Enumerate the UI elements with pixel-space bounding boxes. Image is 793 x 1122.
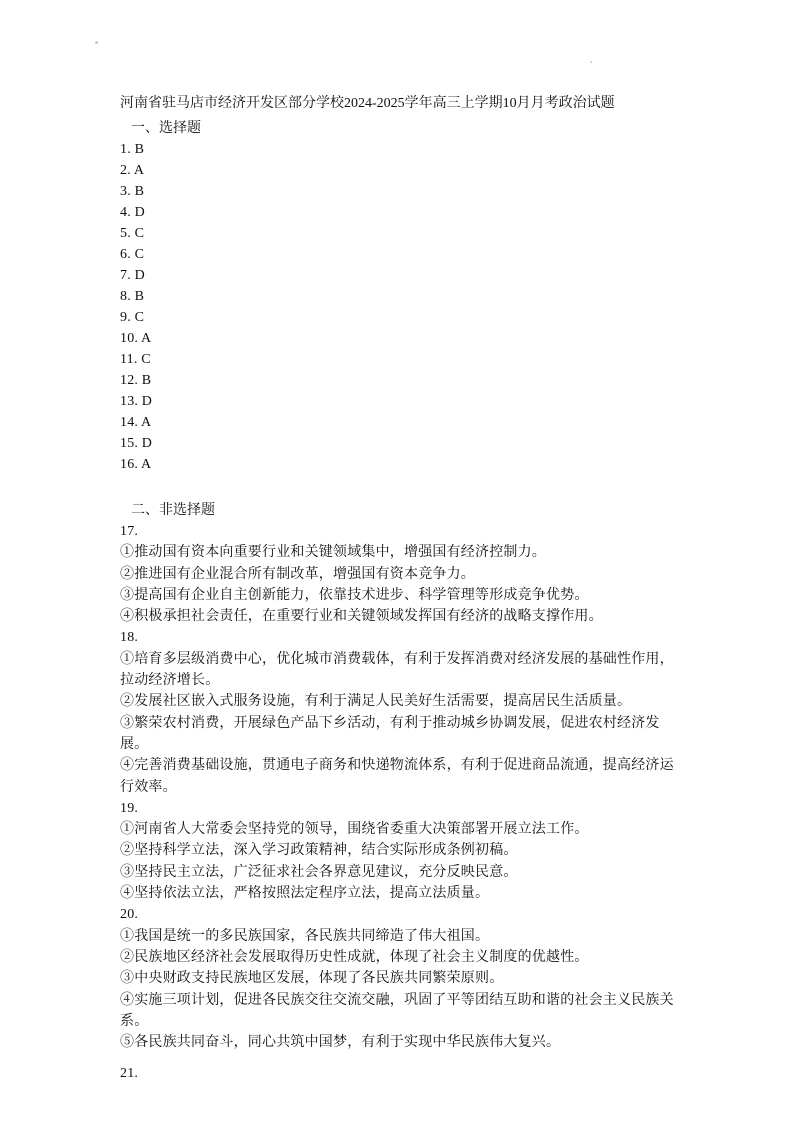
answer-point: ②发展社区嵌入式服务设施，有利于满足人民美好生活需要，提高居民生活质量。 <box>120 694 632 710</box>
question-number: 21. <box>120 1066 139 1082</box>
section-essay-heading: 二、非选择题 <box>131 503 215 518</box>
answer-line-16: 16. A <box>120 457 152 472</box>
question-number: 17. <box>120 524 139 539</box>
answer-point: ①河南省人大常委会坚持党的领导，围绕省委重大决策部署开展立法工作。 <box>120 822 589 838</box>
question-block-19 <box>120 798 687 904</box>
question-number: 18. <box>120 630 139 646</box>
answer-point: ④积极承担社会责任，在重要行业和关键领域发挥国有经济的战略支撑作用。 <box>120 609 603 625</box>
answer-point: ④坚持依法立法，严格按照法定程序立法，提高立法质量。 <box>120 886 490 902</box>
answer-point: ②民族地区经济社会发展取得历史性成就，体现了社会主义制度的优越性。 <box>120 949 589 965</box>
scan-artifact <box>590 61 592 63</box>
answer-line-4: 4. D <box>120 205 145 220</box>
answer-point: ②坚持科学立法，深入学习政策精神，结合实际形成条例初稿。 <box>120 843 518 859</box>
question-block-21 <box>120 1063 687 1084</box>
choice-answer-list <box>120 139 687 475</box>
answer-line-7: 7. D <box>120 268 145 283</box>
answer-point: ③中央财政支持民族地区发展，体现了各民族共同繁荣原则。 <box>120 971 504 987</box>
answer-line-3: 3. B <box>120 184 145 199</box>
answer-point: ④完善消费基础设施，贯通电子商务和快递物流体系，有利于促进商品流通，提高经济运行效率。 <box>120 758 674 795</box>
answer-point: ③提高国有企业自主创新能力，依靠技术进步、科学管理等形成竞争优势。 <box>120 587 589 603</box>
answer-point: ①我国是统一的多民族国家，各民族共同缔造了伟大祖国。 <box>120 928 490 944</box>
scan-artifact <box>95 41 98 44</box>
answer-line-5: 5. C <box>120 226 145 241</box>
answer-point: ②推进国有企业混合所有制改革，增强国有资本竞争力。 <box>120 566 475 582</box>
answer-line-1: 1. B <box>120 142 145 157</box>
question-number: 20. <box>120 907 139 923</box>
answer-line-9: 9. C <box>120 310 145 325</box>
answer-line-13: 13. D <box>120 394 153 409</box>
answer-point: ④实施三项计划，促进各民族交往交流交融，巩固了平等团结互助和谐的社会主义民族关系。 <box>120 992 674 1029</box>
answer-line-8: 8. B <box>120 289 145 304</box>
question-block-17 <box>120 521 687 627</box>
answer-point: ⑤各民族共同奋斗，同心共筑中国梦，有利于实现中华民族伟大复兴。 <box>120 1035 561 1051</box>
section-choice-heading: 一、选择题 <box>131 121 201 136</box>
answer-point: ③繁荣农村消费，开展绿色产品下乡活动，有利于推动城乡协调发展，促进农村经济发展。 <box>120 715 660 752</box>
answer-line-11: 11. C <box>120 352 151 367</box>
question-block-20 <box>120 904 687 1053</box>
answer-line-10: 10. A <box>120 331 152 346</box>
answer-line-15: 15. D <box>120 436 153 451</box>
question-number: 19. <box>120 800 139 816</box>
answer-point: ③坚持民主立法，广泛征求社会各界意见建议，充分反映民意。 <box>120 864 518 880</box>
answer-line-14: 14. A <box>120 415 152 430</box>
answer-line-2: 2. A <box>120 163 145 178</box>
question-block-18 <box>120 627 687 797</box>
answer-line-6: 6. C <box>120 247 145 262</box>
answer-point: ①推动国有资本向重要行业和关键领域集中，增强国有经济控制力。 <box>120 545 546 561</box>
answer-point: ①培育多层级消费中心，优化城市消费载体，有利于发挥消费对经济发展的基础性作用，拉动经济增长。 <box>120 651 674 689</box>
document-title: 河南省驻马店市经济开发区部分学校2024-2025学年高三上学期10月月考政治试题 <box>120 96 615 111</box>
answer-line-12: 12. B <box>120 373 152 388</box>
